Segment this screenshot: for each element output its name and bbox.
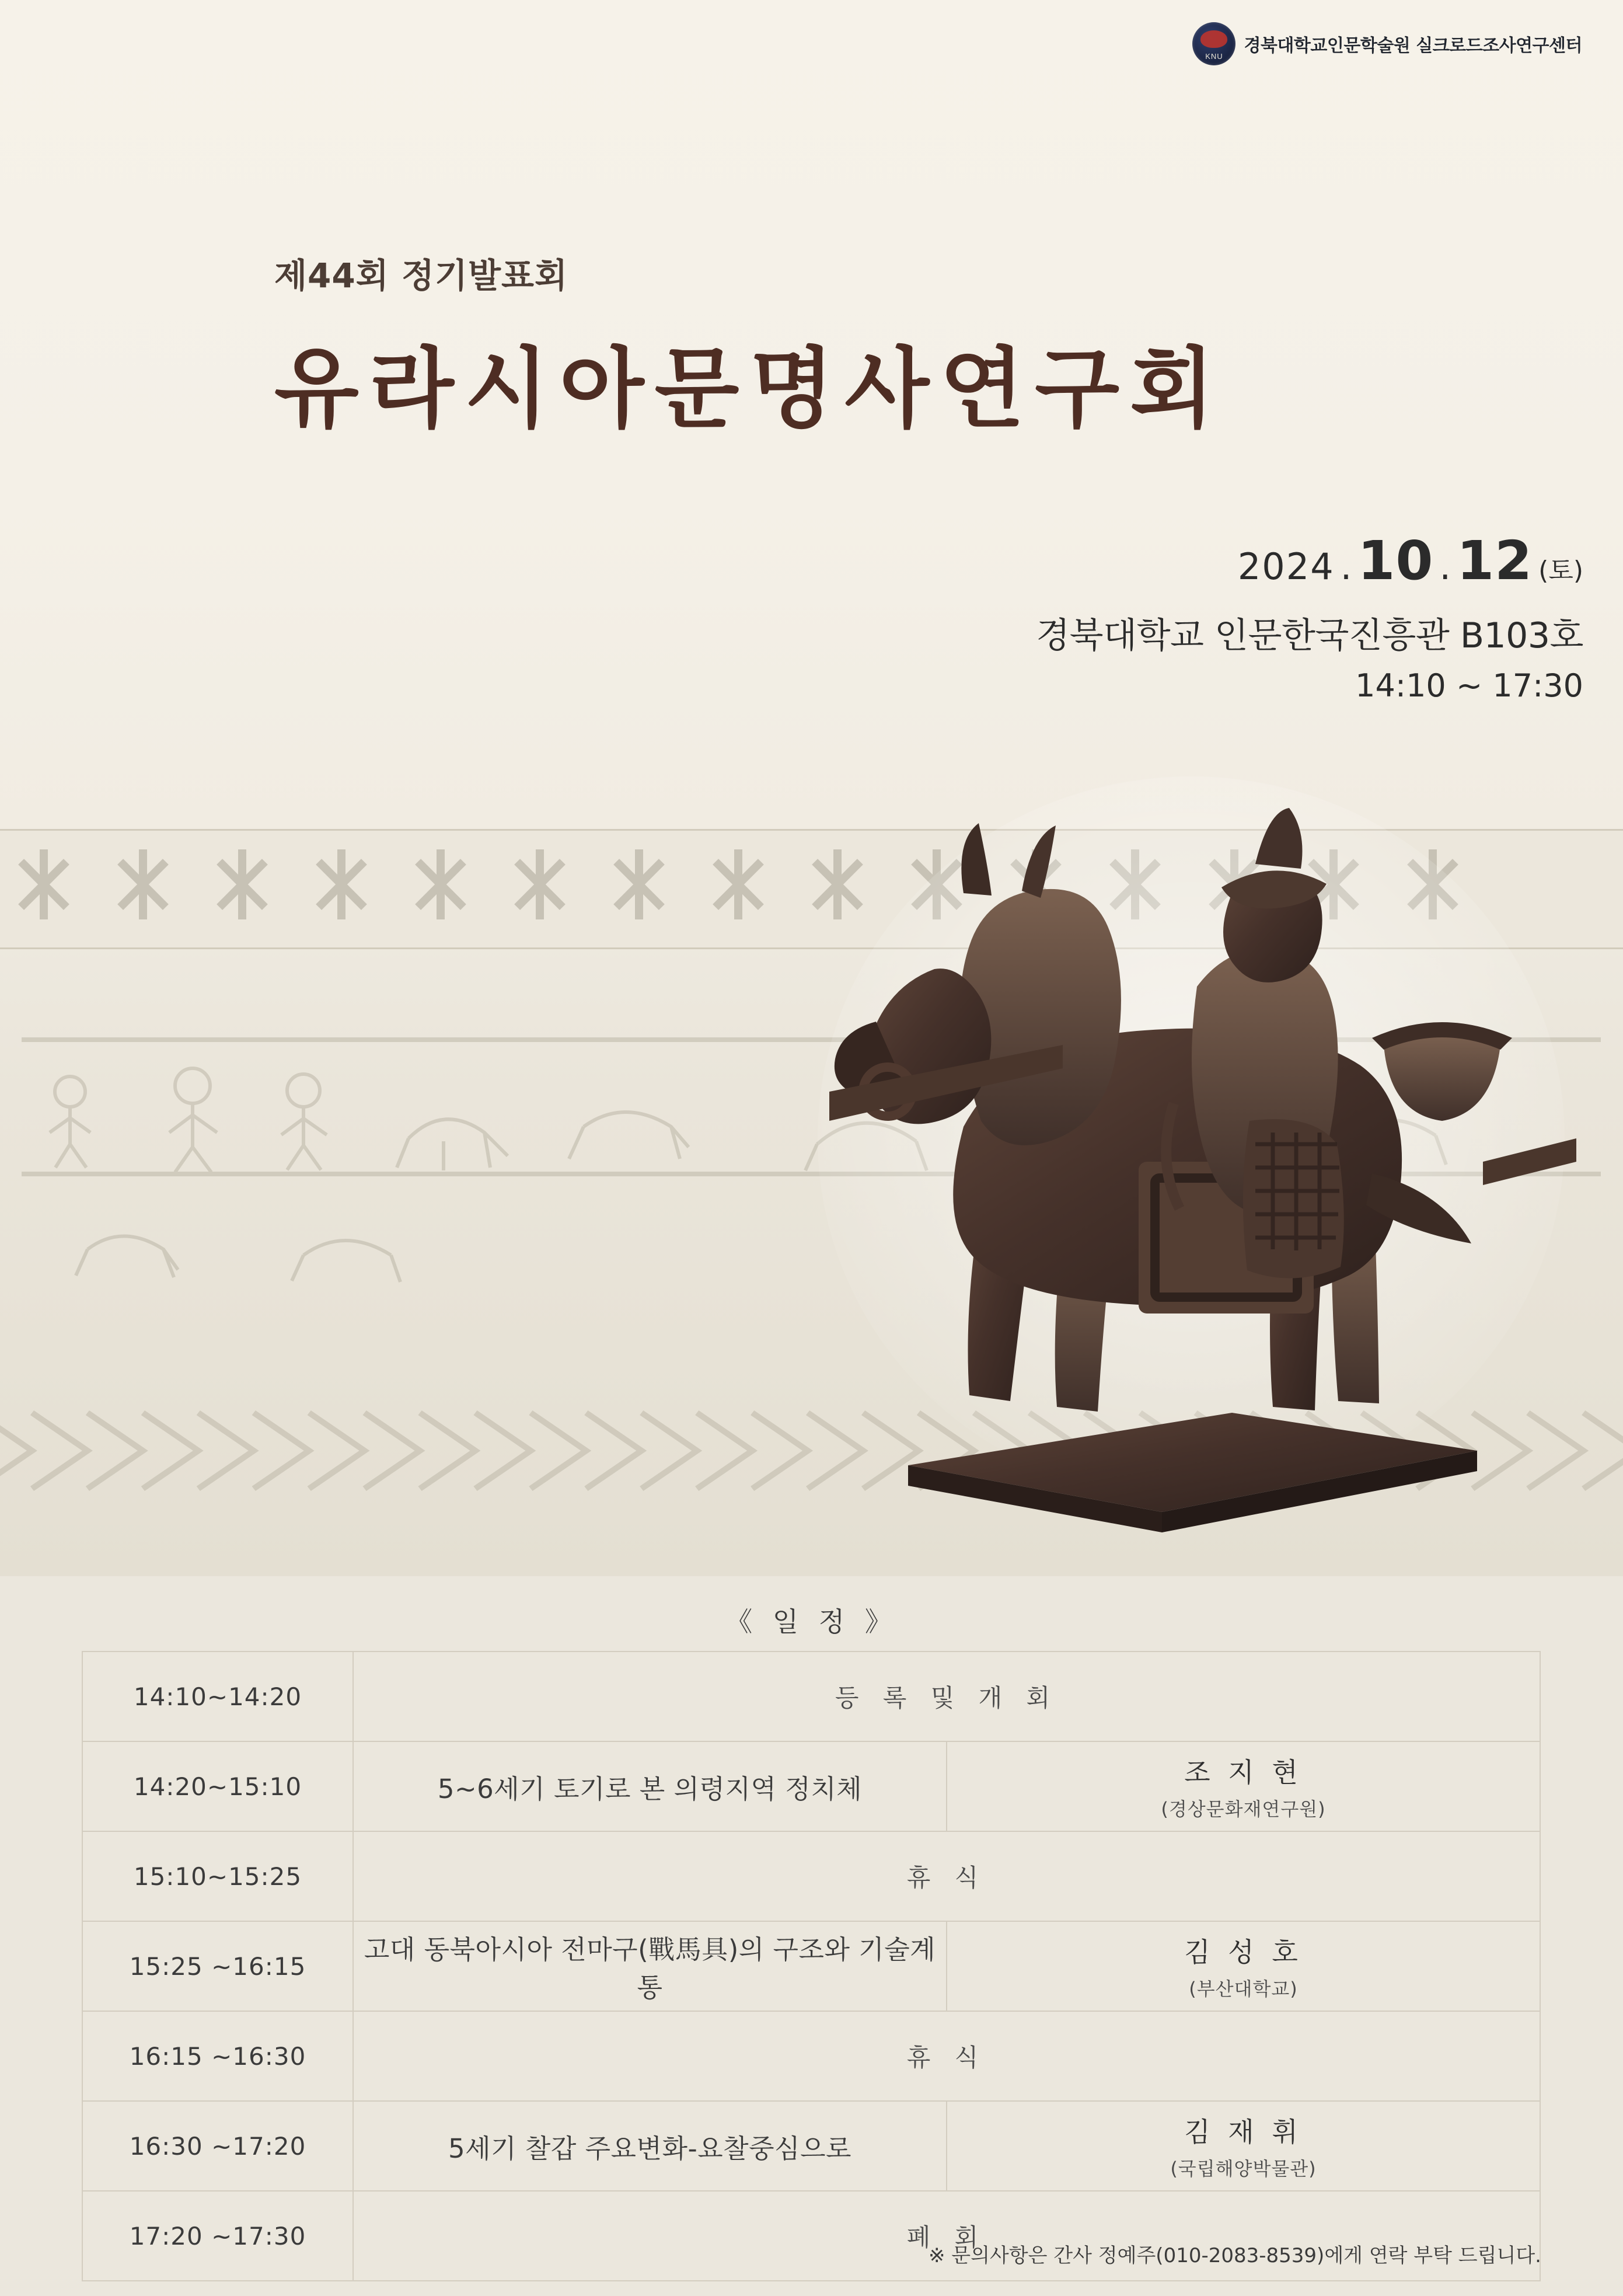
event-weekday: (토) [1538,556,1583,586]
table-row [82,2011,1540,2101]
row-topic: 등 록 및 개 회 [353,1652,1540,1741]
event-time: 14:10 ~ 17:30 [1355,667,1583,704]
knu-emblem-icon [1192,22,1235,65]
mural-star-icon [409,846,473,922]
row-topic: 5세기 찰갑 주요변화-요찰중심으로 [353,2101,947,2191]
date-separator-2: . [1439,545,1451,588]
table-row [82,1921,1540,2011]
speaker-name: 조 지 현 [1184,1757,1303,1788]
row-topic: 휴 식 [353,1831,1540,1921]
speaker-affiliation: (부산대학교) [1189,1978,1298,2000]
horse-rider-sculpture-image [788,718,1576,1594]
mural-star-icon [210,846,274,922]
table-row [82,1831,1540,1921]
institution-logo-label: 경북대학교인문학술원 실크로드조사연구센터 [1244,36,1582,56]
row-topic: 폐 회 [353,2191,1540,2281]
event-date [1036,529,1583,592]
mural-star-icon [607,846,671,922]
row-time: 14:10~14:20 [82,1652,353,1741]
row-time: 17:20 ~17:30 [82,2191,353,2281]
speaker-name: 김 재 휘 [1184,2116,1303,2148]
event-year: 2024 [1237,545,1335,588]
schedule-table [82,1651,1541,2281]
speaker-affiliation: (국립해양박물관) [1170,2158,1317,2180]
event-month: 10 [1357,529,1434,592]
mural-star-icon [508,846,572,922]
table-row [82,2101,1540,2191]
row-time: 15:10~15:25 [82,1831,353,1921]
mural-star-icon [706,846,770,922]
row-topic: 휴 식 [353,2011,1540,2101]
page-title: 유라시아문명사연구회 [274,339,1226,440]
mural-star-icon [12,846,76,922]
event-info [1036,529,1583,704]
table-row [82,1741,1540,1831]
row-time: 14:20~15:10 [82,1741,353,1831]
date-separator-1: . [1340,545,1352,588]
series-subtitle: 제44회 정기발표회 [274,256,568,295]
institution-logo [1192,22,1582,65]
table-row [82,1652,1540,1741]
row-time: 16:30 ~17:20 [82,2101,353,2191]
row-topic: 고대 동북아시아 전마구(戰馬具)의 구조와 기술계통 [353,1921,947,2011]
row-time: 16:15 ~16:30 [82,2011,353,2101]
row-speaker [947,1921,1540,2011]
contact-footnote: ※ 문의사항은 간사 정예주(010-2083-8539)에게 연락 부탁 드립니다. [928,2244,1541,2267]
mural-star-icon [309,846,374,922]
speaker-affiliation: (경상문화재연구원) [1161,1798,1326,1820]
event-day: 12 [1457,529,1533,592]
schedule-heading: 《 일 정 》 [725,1606,898,1637]
row-speaker [947,1741,1540,1831]
speaker-name: 김 성 호 [1184,1936,1303,1968]
mural-star-icon [111,846,175,922]
event-venue: 경북대학교 인문한국진흥관 B103호 [1036,615,1583,656]
row-topic: 5~6세기 토기로 본 의령지역 정치체 [353,1741,947,1831]
row-speaker [947,2101,1540,2191]
schedule-section [0,1576,1623,2296]
row-time: 15:25 ~16:15 [82,1921,353,2011]
